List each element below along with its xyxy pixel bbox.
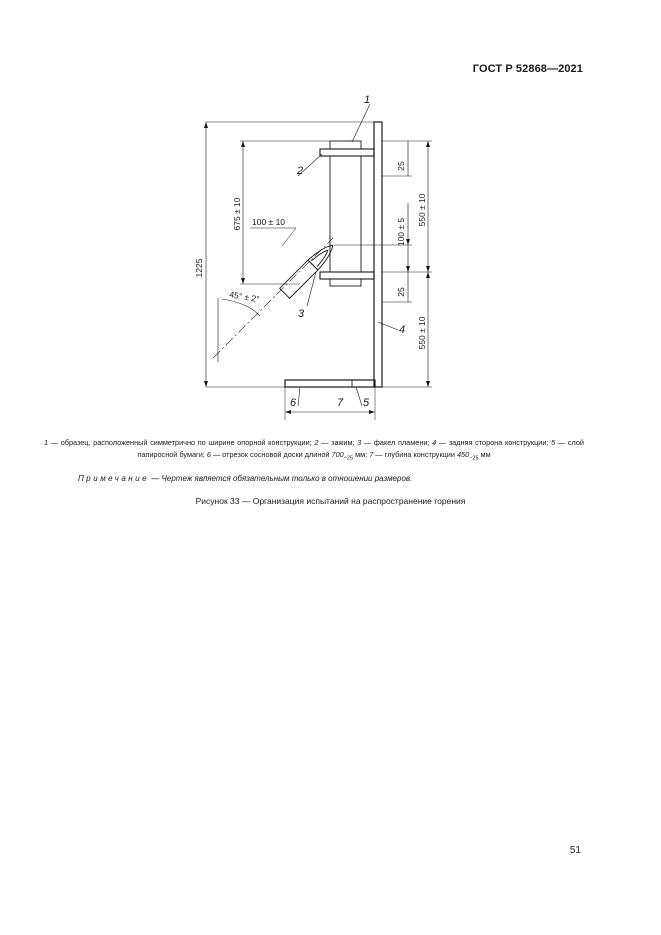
dim-lower-span: 550 ± 10 [417, 316, 427, 350]
dim-upper-span: 550 ± 10 [417, 193, 427, 227]
dim-flame-offset: 100 ± 5 [396, 217, 406, 247]
callout-5: 5 [363, 397, 370, 409]
test-setup-drawing [0, 0, 661, 420]
note-label: Примечание [78, 474, 150, 483]
back-wall [374, 122, 382, 387]
dim-angle: 45° ± 2° [228, 289, 261, 305]
figure-note [78, 474, 412, 483]
callout-1: 1 [364, 94, 371, 106]
callout-4: 4 [399, 324, 406, 336]
dim-specimen-height: 675 ± 10 [232, 197, 242, 231]
dim-burner-offset: 100 ± 10 [252, 217, 286, 227]
callout-3: 3 [298, 308, 305, 320]
note-text: — Чертеж является обязательным только в отношении размеров. [149, 474, 413, 483]
callout-7: 7 [337, 397, 344, 409]
lower-clamp [320, 272, 374, 279]
specimen [330, 156, 361, 272]
page-number: 51 [569, 845, 581, 856]
dim-lower-gap: 25 [396, 287, 406, 297]
callout-6: 6 [290, 397, 297, 409]
dim-total-height: 1225 [194, 258, 204, 278]
pine-board [285, 380, 375, 387]
upper-clamp [320, 149, 374, 156]
callout-2: 2 [297, 165, 304, 177]
document-header: ГОСТ Р 52868—2021 [472, 63, 583, 75]
burner [280, 240, 338, 298]
figure-caption: Рисунок 33 — Организация испытаний на распространение горения [195, 496, 466, 506]
figure-legend: 1 — образец, расположенный симметрично по ширине опорной конструкции; 2 — зажим; 3 — факел пламени; 4 — задняя сторона конструкции; 5 — слой папиросной бумаги; 6 — отрезок сосновой доски длиной $700_{-25}$ мм; 7 — глубина конструкции $450_{-25}$ мм [44, 438, 584, 462]
dim-top-gap: 25 [396, 161, 406, 171]
